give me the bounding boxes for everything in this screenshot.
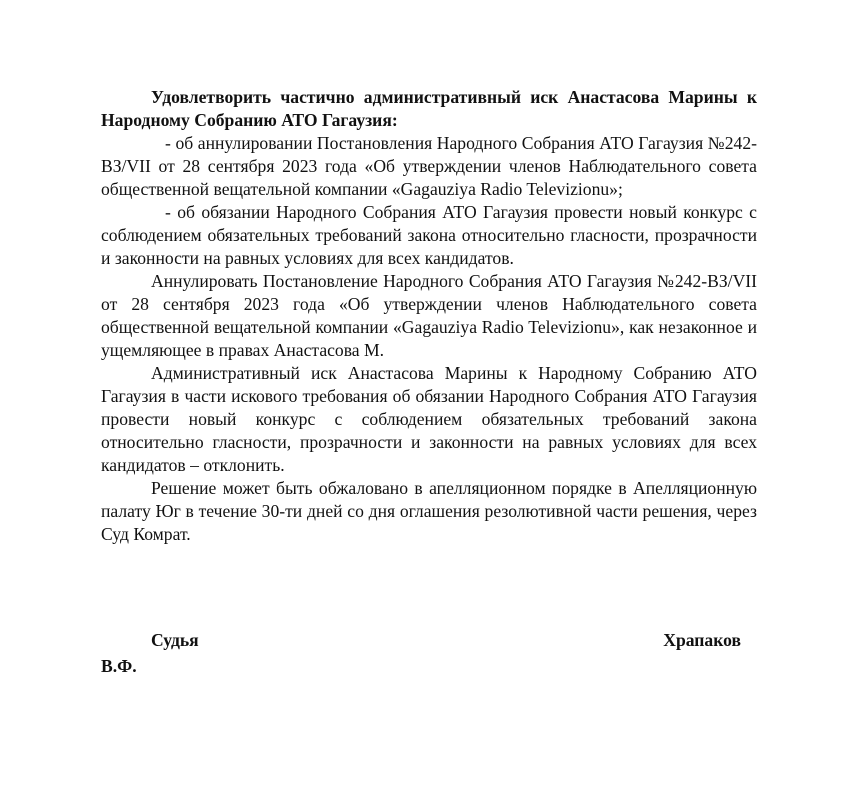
judge-initials: В.Ф. <box>101 656 137 676</box>
ruling-item-annulment: - об аннулировании Постановления Народного Собрания АТО Гагаузия №242-ВЗ/VII от 28 сентября 2023 года «Об утверждении членов Наблюдательного совета общественной вещательной компании «Gagauziya Radio Televizionu»; <box>101 133 757 199</box>
signature-row <box>101 627 741 653</box>
ruling-item-new-contest: - об обязании Народного Собрания АТО Гагаузия провести новый конкурс с соблюдением обязательных требований закона относительно гласности, прозрачности и законности на равных условиях для всех кандидатов. <box>101 202 757 268</box>
ruling-annul-paragraph: Аннулировать Постановление Народного Собрания АТО Гагаузия №242-ВЗ/VII от 28 сентября 2023 года «Об утверждении членов Наблюдательного совета общественной вещательной компании «Gagauziya Radio Televizionu», как незаконное и ущемляющее в правах Анастасова М. <box>101 271 757 360</box>
ruling-intro: Удовлетворить частично административный иск Анастасова Марины к Народному Собранию АТО Гагаузия: <box>101 87 757 130</box>
signature-block <box>101 627 741 679</box>
ruling-reject-paragraph: Административный иск Анастасова Марины к Народному Собранию АТО Гагаузия в части искового требования об обязании Народного Собрания АТО Гагаузия провести новый конкурс с соблюдением обязательных требований закона относительно гласности, прозрачности и законности на равных условиях для всех кандидатов – отклонить. <box>101 363 757 475</box>
document-body <box>101 86 757 546</box>
judge-title: Судья <box>151 630 199 650</box>
ruling-appeal-paragraph: Решение может быть обжаловано в апелляционном порядке в Апелляционную палату Юг в течение 30-ти дней со дня оглашения резолютивной части решения, через Суд Комрат. <box>101 478 757 544</box>
judge-surname: Храпаков <box>663 630 741 650</box>
